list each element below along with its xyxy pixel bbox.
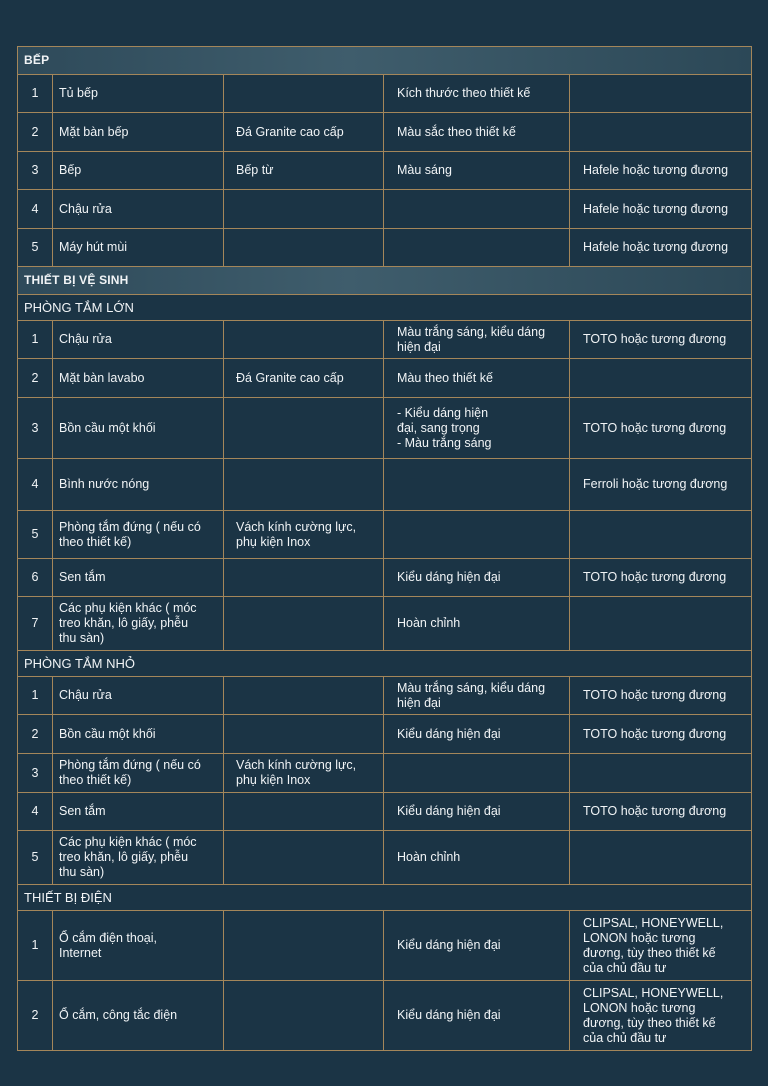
row-number: 5 <box>18 831 53 885</box>
item-brand <box>570 75 752 113</box>
item-spec: Màu sắc theo thiết kế <box>384 113 570 152</box>
item-spec <box>384 754 570 793</box>
item-name: Bồn cầu một khối <box>53 715 224 754</box>
row-number: 3 <box>18 152 53 190</box>
spec-table <box>17 46 752 1051</box>
row-number: 4 <box>18 793 53 831</box>
table-row <box>18 190 752 229</box>
item-name: Phòng tắm đứng ( nếu có theo thiết kế) <box>53 511 224 559</box>
section-header-sanitary <box>18 267 752 295</box>
item-material <box>224 981 384 1051</box>
item-brand: TOTO hoặc tương đương <box>570 715 752 754</box>
table-row <box>18 981 752 1051</box>
row-number: 5 <box>18 229 53 267</box>
item-material <box>224 190 384 229</box>
item-material: Đá Granite cao cấp <box>224 113 384 152</box>
subsection-title: THIẾT BỊ ĐIỆN <box>18 885 752 911</box>
item-brand: CLIPSAL, HONEYWELL, LONON hoặc tương đương, tùy theo thiết kế của chủ đầu tư <box>570 981 752 1051</box>
row-number: 3 <box>18 398 53 459</box>
subsection-title: PHÒNG TẮM LỚN <box>18 295 752 321</box>
table-row <box>18 559 752 597</box>
row-number: 1 <box>18 75 53 113</box>
item-brand: Ferroli hoặc tương đương <box>570 459 752 511</box>
item-material <box>224 911 384 981</box>
item-name: Sen tắm <box>53 559 224 597</box>
item-spec: Màu theo thiết kế <box>384 359 570 398</box>
subsection-header-large-bathroom <box>18 295 752 321</box>
item-name: Chậu rửa <box>53 190 224 229</box>
item-brand <box>570 113 752 152</box>
item-brand: TOTO hoặc tương đương <box>570 793 752 831</box>
item-brand: Hafele hoặc tương đương <box>570 229 752 267</box>
item-name: Bếp <box>53 152 224 190</box>
item-material <box>224 793 384 831</box>
item-name: Mặt bàn lavabo <box>53 359 224 398</box>
item-brand <box>570 831 752 885</box>
item-spec: Kiểu dáng hiện đại <box>384 981 570 1051</box>
subsection-header-small-bathroom <box>18 651 752 677</box>
item-spec: Kiểu dáng hiện đại <box>384 911 570 981</box>
item-brand: CLIPSAL, HONEYWELL, LONON hoặc tương đương, tùy theo thiết kế của chủ đầu tư <box>570 911 752 981</box>
item-material: Bếp từ <box>224 152 384 190</box>
item-material <box>224 677 384 715</box>
subsection-header-electrical <box>18 885 752 911</box>
item-name: Bình nước nóng <box>53 459 224 511</box>
item-brand: TOTO hoặc tương đương <box>570 677 752 715</box>
item-material <box>224 75 384 113</box>
table-row <box>18 793 752 831</box>
item-spec <box>384 459 570 511</box>
table-row <box>18 321 752 359</box>
row-number: 3 <box>18 754 53 793</box>
item-spec: Màu trắng sáng, kiểu dáng hiện đại <box>384 321 570 359</box>
table-row <box>18 152 752 190</box>
item-material <box>224 831 384 885</box>
row-number: 7 <box>18 597 53 651</box>
table-row <box>18 754 752 793</box>
item-material <box>224 597 384 651</box>
item-material <box>224 398 384 459</box>
row-number: 4 <box>18 190 53 229</box>
item-material <box>224 229 384 267</box>
row-number: 1 <box>18 911 53 981</box>
item-brand <box>570 597 752 651</box>
row-number: 2 <box>18 359 53 398</box>
item-spec: Kiểu dáng hiện đại <box>384 715 570 754</box>
table-row <box>18 229 752 267</box>
item-name: Máy hút mùi <box>53 229 224 267</box>
table-row <box>18 511 752 559</box>
item-material: Đá Granite cao cấp <box>224 359 384 398</box>
subsection-title: PHÒNG TẮM NHỎ <box>18 651 752 677</box>
item-name: Chậu rửa <box>53 321 224 359</box>
item-material <box>224 559 384 597</box>
section-title: BẾP <box>18 47 752 75</box>
item-brand: TOTO hoặc tương đương <box>570 559 752 597</box>
item-spec: Kích thước theo thiết kế <box>384 75 570 113</box>
item-brand: Hafele hoặc tương đương <box>570 152 752 190</box>
item-name: Các phụ kiện khác ( móc treo khăn, lô giấy, phễu thu sàn) <box>53 597 224 651</box>
item-name: Các phụ kiện khác ( móc treo khăn, lô giấy, phễu thu sàn) <box>53 831 224 885</box>
item-material <box>224 715 384 754</box>
row-number: 6 <box>18 559 53 597</box>
item-brand: TOTO hoặc tương đương <box>570 398 752 459</box>
table-row <box>18 459 752 511</box>
item-spec <box>384 229 570 267</box>
item-brand <box>570 754 752 793</box>
item-brand: TOTO hoặc tương đương <box>570 321 752 359</box>
item-name: Bồn cầu một khối <box>53 398 224 459</box>
table-row <box>18 677 752 715</box>
item-brand: Hafele hoặc tương đương <box>570 190 752 229</box>
item-name: Mặt bàn bếp <box>53 113 224 152</box>
table-row <box>18 398 752 459</box>
item-spec <box>384 511 570 559</box>
table-row <box>18 113 752 152</box>
item-spec: - Kiểu dáng hiện đại, sang trọng - Màu trắng sáng <box>384 398 570 459</box>
item-material: Vách kính cường lực, phụ kiện Inox <box>224 754 384 793</box>
table-row <box>18 831 752 885</box>
table-row <box>18 715 752 754</box>
item-spec: Hoàn chỉnh <box>384 831 570 885</box>
table-row <box>18 359 752 398</box>
table-row <box>18 597 752 651</box>
item-name: Ổ cắm điện thoại, Internet <box>53 911 224 981</box>
item-material: Vách kính cường lực, phụ kiện Inox <box>224 511 384 559</box>
table-row <box>18 911 752 981</box>
item-material <box>224 321 384 359</box>
row-number: 5 <box>18 511 53 559</box>
item-brand <box>570 359 752 398</box>
item-name: Sen tắm <box>53 793 224 831</box>
section-title: THIẾT BỊ VỆ SINH <box>18 267 752 295</box>
table-row <box>18 75 752 113</box>
item-spec: Kiểu dáng hiện đại <box>384 559 570 597</box>
item-name: Tủ bếp <box>53 75 224 113</box>
row-number: 1 <box>18 321 53 359</box>
row-number: 1 <box>18 677 53 715</box>
row-number: 4 <box>18 459 53 511</box>
item-spec: Màu trắng sáng, kiểu dáng hiện đại <box>384 677 570 715</box>
item-spec <box>384 190 570 229</box>
row-number: 2 <box>18 981 53 1051</box>
item-name: Phòng tắm đứng ( nếu có theo thiết kế) <box>53 754 224 793</box>
item-material <box>224 459 384 511</box>
section-header-kitchen <box>18 47 752 75</box>
item-spec: Kiểu dáng hiện đại <box>384 793 570 831</box>
item-spec: Hoàn chỉnh <box>384 597 570 651</box>
row-number: 2 <box>18 113 53 152</box>
item-spec: Màu sáng <box>384 152 570 190</box>
item-name: Ổ cắm, công tắc điện <box>53 981 224 1051</box>
item-brand <box>570 511 752 559</box>
item-name: Chậu rửa <box>53 677 224 715</box>
row-number: 2 <box>18 715 53 754</box>
